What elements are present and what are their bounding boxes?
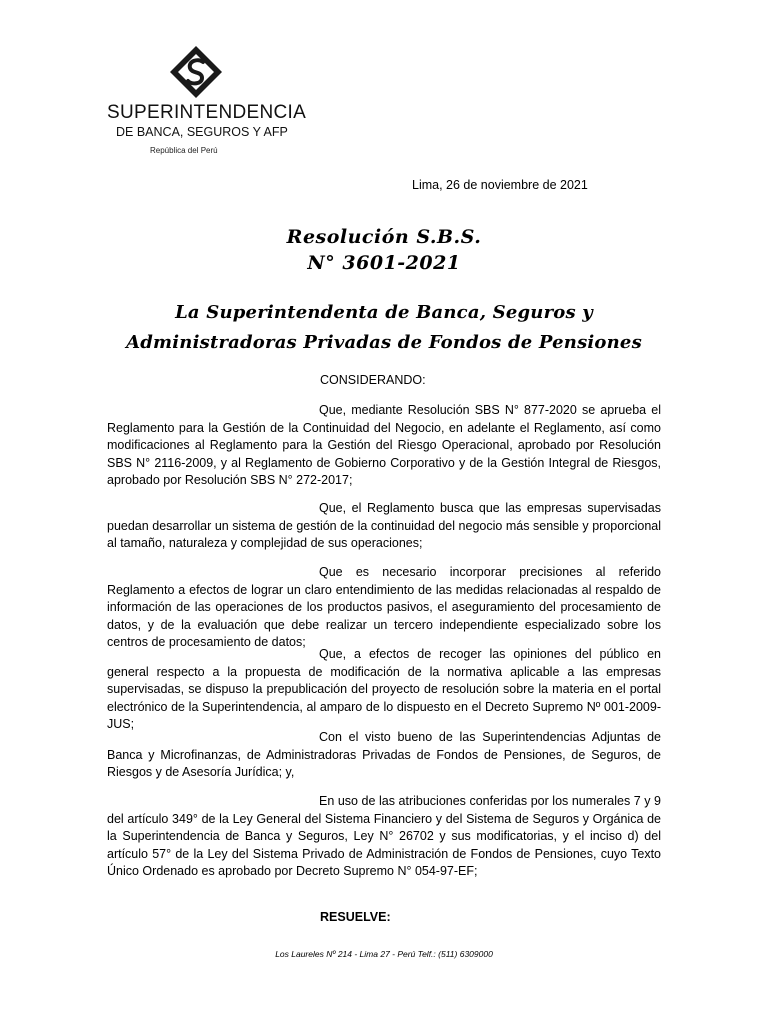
issuer-line-2: Administradoras Privadas de Fondos de Pensiones [126, 332, 642, 353]
resolution-line-1: Resolución S.B.S. [286, 226, 482, 248]
issuer-line-1: La Superintendenta de Banca, Seguros y [175, 302, 593, 323]
resolution-title [0, 224, 768, 276]
org-country: República del Perú [150, 146, 218, 155]
considerando-paragraph: Que, a efectos de recoger las opiniones del público en general respecto a la propuesta de modificación de la normativa aplicable a las empresas supervisadas, se dispuso la prepublicación del proyecto de resolución sobre la materia en el portal electrónico de la Superintendencia, al amparo de lo dispuesto en el Decreto Supremo Nº 001-2009-JUS; [107, 647, 661, 731]
footer-address: Los Laureles Nº 214 - Lima 27 - Perú Telf.: (511) 6309000 [275, 949, 493, 959]
considerando-paragraph: En uso de las atribuciones conferidas por los numerales 7 y 9 del artículo 349° de la Ley General del Sistema Financiero y del Sistema de Seguros y Orgánica de la Superintendencia de Banca y Seguros, Ley N° 26702 y sus modificatorias, y el inciso d) del artículo 57° de la Ley del Sistema Privado de Administración de Fondos de Pensiones, cuyo Texto Único Ordenado es aprobado por Decreto Supremo N° 054-97-EF; [107, 794, 661, 878]
resuelve-heading: RESUELVE: [320, 910, 391, 924]
considerando-heading: CONSIDERANDO: [320, 373, 426, 387]
considerando-paragraph: Que, mediante Resolución SBS N° 877-2020 se aprueba el Reglamento para la Gestión de la Continuidad del Negocio, en adelante el Reglamento, así como modificaciones al Reglamento para la Gestión del Riesgo Operacional, aprobado por Resolución SBS N° 2116-2009, y al Reglamento de Gobierno Corporativo y de la Gestión Integral de Riesgos, aprobado por Resolución SBS N° 272-2017; [107, 403, 661, 487]
considerando-paragraph: Que es necesario incorporar precisiones al referido Reglamento a efectos de lograr un claro entendimiento de las medidas relacionadas al respaldo de información de las operaciones de los productos pasivos, el aseguramiento del procesamiento de datos, y de la evaluación que debe realizar un tercero independiente especializado sobre los centros de procesamiento de datos; [107, 565, 661, 649]
org-name: SUPERINTENDENCIA [107, 102, 307, 123]
resolution-number: N° 3601-2021 [307, 252, 461, 274]
issuer-title [0, 298, 768, 358]
considerando-paragraph: Con el visto bueno de las Superintendencias Adjuntas de Banca y Microfinanzas, de Administradoras Privadas de Fondos de Pensiones, de Seguros, de Riesgos y de Asesoría Jurídica; y, [107, 730, 661, 779]
sbs-diamond-logo-icon [168, 44, 224, 100]
org-subtitle: DE BANCA, SEGUROS Y AFP [116, 125, 288, 139]
document-date: Lima, 26 de noviembre de 2021 [412, 178, 588, 192]
considerando-paragraph: Que, el Reglamento busca que las empresas supervisadas puedan desarrollar un sistema de gestión de la continuidad del negocio más sensible y proporcional al tamaño, naturaleza y complejidad de sus operaciones; [107, 501, 661, 550]
